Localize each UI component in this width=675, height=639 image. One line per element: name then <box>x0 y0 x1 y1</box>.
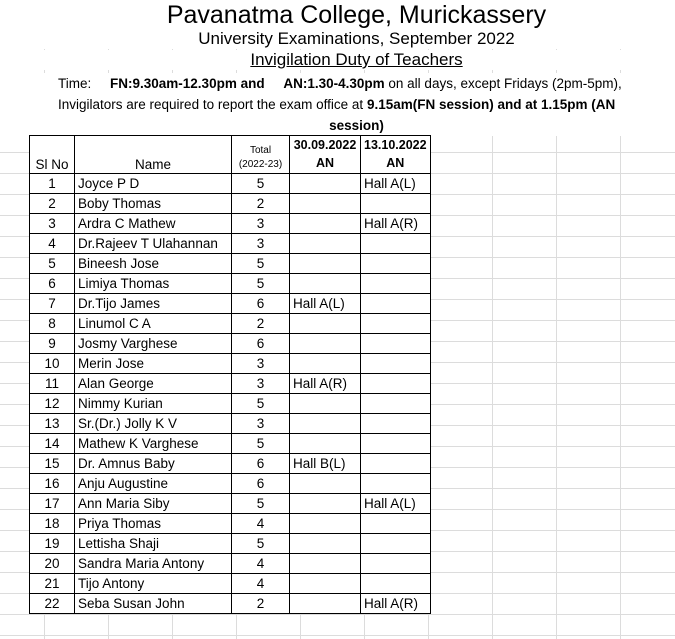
cell-duty-date-1[interactable] <box>290 354 361 374</box>
header-date-1-session: AN <box>315 156 335 170</box>
cell-name[interactable]: Lettisha Shaji <box>75 534 232 554</box>
cell-total[interactable]: 5 <box>232 254 290 274</box>
report-notice-end <box>0 115 675 136</box>
cell-duty-date-1[interactable] <box>290 554 361 574</box>
cell-sl-no[interactable]: 22 <box>30 594 75 614</box>
cell-duty-date-2[interactable] <box>361 294 431 314</box>
cell-name[interactable]: Dr.Rajeev T Ulahannan <box>75 234 232 254</box>
cell-total[interactable]: 6 <box>232 474 290 494</box>
cell-duty-date-2[interactable]: Hall A(L) <box>361 494 431 514</box>
cell-duty-date-2[interactable] <box>361 474 431 494</box>
cell-sl-no[interactable]: 8 <box>30 314 75 334</box>
cell-total[interactable]: 6 <box>232 334 290 354</box>
cell-name[interactable]: Bineesh Jose <box>75 254 232 274</box>
table-row <box>30 194 431 214</box>
cell-name[interactable]: Dr. Amnus Baby <box>75 454 232 474</box>
cell-sl-no[interactable]: 11 <box>30 374 75 394</box>
cell-duty-date-1[interactable] <box>290 194 361 214</box>
cell-sl-no[interactable]: 10 <box>30 354 75 374</box>
report-text: Invigilators are required to report the exam office at <box>58 97 364 112</box>
cell-total[interactable]: 4 <box>232 574 290 594</box>
cell-total[interactable]: 5 <box>232 494 290 514</box>
table-header-row <box>30 136 431 174</box>
cell-sl-no[interactable]: 4 <box>30 234 75 254</box>
cell-sl-no[interactable]: 21 <box>30 574 75 594</box>
cell-duty-date-1[interactable] <box>290 434 361 454</box>
cell-total[interactable]: 5 <box>232 434 290 454</box>
cell-name[interactable]: Seba Susan John <box>75 594 232 614</box>
fn-session-time: FN:9.30am-12.30pm and <box>110 76 265 91</box>
cell-total[interactable]: 2 <box>232 594 290 614</box>
cell-duty-date-2[interactable] <box>361 194 431 214</box>
cell-total[interactable]: 4 <box>232 514 290 534</box>
cell-duty-date-1[interactable] <box>290 314 361 334</box>
header-total-label: Total <box>249 145 272 156</box>
cell-duty-date-1[interactable] <box>290 594 361 614</box>
cell-sl-no[interactable]: 18 <box>30 514 75 534</box>
cell-sl-no[interactable]: 12 <box>30 394 75 414</box>
cell-total[interactable]: 5 <box>232 394 290 414</box>
cell-duty-date-2[interactable] <box>361 414 431 434</box>
cell-duty-date-2[interactable] <box>361 374 431 394</box>
cell-total[interactable]: 6 <box>232 294 290 314</box>
cell-duty-date-2[interactable] <box>361 574 431 594</box>
cell-total[interactable]: 3 <box>232 354 290 374</box>
cell-duty-date-1[interactable]: Hall A(L) <box>290 294 361 314</box>
header-total[interactable] <box>232 136 290 174</box>
cell-duty-date-2[interactable] <box>361 394 431 414</box>
cell-duty-date-2[interactable]: Hall A(L) <box>361 174 431 194</box>
header-total-year: (2022-23) <box>238 159 283 170</box>
table-row <box>30 414 431 434</box>
cell-sl-no[interactable]: 7 <box>30 294 75 314</box>
exam-title: University Examinations, September 2022 <box>0 29 675 49</box>
cell-duty-date-1[interactable] <box>290 234 361 254</box>
time-label: Time: <box>58 76 92 91</box>
table-row <box>30 474 431 494</box>
table-row <box>30 214 431 234</box>
report-end: session) <box>329 118 384 133</box>
header-date-1-value: 30.09.2022 <box>293 138 357 152</box>
cell-duty-date-2[interactable]: Hall A(R) <box>361 214 431 234</box>
header-date-2-session: AN <box>386 156 405 170</box>
cell-duty-date-2[interactable] <box>361 454 431 474</box>
header-date-1[interactable] <box>290 136 361 174</box>
table-row <box>30 514 431 534</box>
cell-total[interactable]: 3 <box>232 234 290 254</box>
cell-duty-date-1[interactable] <box>290 394 361 414</box>
cell-duty-date-2[interactable] <box>361 274 431 294</box>
table-row <box>30 554 431 574</box>
header-date-2-value: 13.10.2022 <box>364 138 427 152</box>
cell-total[interactable]: 3 <box>232 374 290 394</box>
table-row <box>30 594 431 614</box>
cell-name[interactable]: Ann Maria Siby <box>75 494 232 514</box>
cell-sl-no[interactable]: 15 <box>30 454 75 474</box>
an-session-time: AN:1.30-4.30pm <box>283 76 385 91</box>
duty-subtitle: Invigilation Duty of Teachers <box>0 50 675 70</box>
cell-duty-date-2[interactable] <box>361 314 431 334</box>
table-row <box>30 494 431 514</box>
table-row <box>30 454 431 474</box>
report-times: 9.15am(FN session) and at 1.15pm (AN <box>366 97 616 112</box>
cell-name[interactable]: Sandra Maria Antony <box>75 554 232 574</box>
cell-sl-no[interactable]: 1 <box>30 174 75 194</box>
cell-duty-date-2[interactable] <box>361 254 431 274</box>
cell-duty-date-1[interactable]: Hall B(L) <box>290 454 361 474</box>
cell-duty-date-2[interactable]: Hall A(R) <box>361 594 431 614</box>
cell-name[interactable]: Linumol C A <box>75 314 232 334</box>
cell-name[interactable]: Alan George <box>75 374 232 394</box>
cell-duty-date-2[interactable] <box>361 354 431 374</box>
table-row <box>30 334 431 354</box>
cell-duty-date-1[interactable] <box>290 334 361 354</box>
cell-name[interactable]: Anju Augustine <box>75 474 232 494</box>
cell-sl-no[interactable]: 13 <box>30 414 75 434</box>
table-row <box>30 354 431 374</box>
cell-name[interactable]: Joyce P D <box>75 174 232 194</box>
cell-name[interactable]: Boby Thomas <box>75 194 232 214</box>
cell-duty-date-2[interactable] <box>361 534 431 554</box>
header-date-2[interactable] <box>361 136 431 174</box>
cell-sl-no[interactable]: 16 <box>30 474 75 494</box>
table-row <box>30 254 431 274</box>
duty-table <box>29 135 431 614</box>
cell-sl-no[interactable]: 5 <box>30 254 75 274</box>
cell-total[interactable]: 6 <box>232 454 290 474</box>
header-name[interactable]: Name <box>75 136 232 174</box>
cell-duty-date-1[interactable] <box>290 174 361 194</box>
cell-duty-date-1[interactable] <box>290 474 361 494</box>
cell-duty-date-1[interactable] <box>290 214 361 234</box>
cell-duty-date-1[interactable] <box>290 514 361 534</box>
cell-name[interactable]: Priya Thomas <box>75 514 232 534</box>
table-row <box>30 574 431 594</box>
table-row <box>30 234 431 254</box>
cell-total[interactable]: 2 <box>232 314 290 334</box>
cell-name[interactable]: Sr.(Dr.) Jolly K V <box>75 414 232 434</box>
cell-total[interactable]: 4 <box>232 554 290 574</box>
table-row <box>30 374 431 394</box>
college-title: Pavanatma College, Murickassery <box>0 0 675 30</box>
cell-name[interactable]: Tijo Antony <box>75 574 232 594</box>
cell-sl-no[interactable]: 14 <box>30 434 75 454</box>
cell-total[interactable]: 2 <box>232 194 290 214</box>
cell-name[interactable]: Limiya Thomas <box>75 274 232 294</box>
cell-duty-date-1[interactable] <box>290 574 361 594</box>
cell-total[interactable]: 3 <box>232 414 290 434</box>
cell-duty-date-2[interactable] <box>361 514 431 534</box>
cell-duty-date-1[interactable]: Hall A(R) <box>290 374 361 394</box>
table-row <box>30 434 431 454</box>
table-row <box>30 274 431 294</box>
cell-name[interactable]: Ardra C Mathew <box>75 214 232 234</box>
cell-name[interactable]: Mathew K Varghese <box>75 434 232 454</box>
cell-duty-date-2[interactable] <box>361 334 431 354</box>
cell-duty-date-2[interactable] <box>361 434 431 454</box>
cell-sl-no[interactable]: 19 <box>30 534 75 554</box>
cell-total[interactable]: 3 <box>232 214 290 234</box>
report-notice <box>0 94 675 115</box>
cell-sl-no[interactable]: 9 <box>30 334 75 354</box>
cell-duty-date-1[interactable] <box>290 494 361 514</box>
cell-sl-no[interactable]: 6 <box>30 274 75 294</box>
cell-duty-date-1[interactable] <box>290 274 361 294</box>
cell-name[interactable]: Merin Jose <box>75 354 232 374</box>
header-sl-no[interactable]: Sl No <box>30 136 75 174</box>
cell-total[interactable]: 5 <box>232 534 290 554</box>
days-note: on all days, except Fridays (2pm-5pm), <box>388 76 622 91</box>
table-row <box>30 534 431 554</box>
cell-sl-no[interactable]: 3 <box>30 214 75 234</box>
time-notice <box>0 73 675 94</box>
table-row <box>30 394 431 414</box>
table-row <box>30 314 431 334</box>
cell-total[interactable]: 5 <box>232 174 290 194</box>
table-row <box>30 174 431 194</box>
cell-total[interactable]: 5 <box>232 274 290 294</box>
cell-sl-no[interactable]: 2 <box>30 194 75 214</box>
cell-duty-date-2[interactable] <box>361 554 431 574</box>
cell-duty-date-1[interactable] <box>290 254 361 274</box>
cell-duty-date-1[interactable] <box>290 534 361 554</box>
cell-name[interactable]: Nimmy Kurian <box>75 394 232 414</box>
cell-sl-no[interactable]: 20 <box>30 554 75 574</box>
cell-duty-date-1[interactable] <box>290 414 361 434</box>
cell-name[interactable]: Josmy Varghese <box>75 334 232 354</box>
cell-sl-no[interactable]: 17 <box>30 494 75 514</box>
cell-name[interactable]: Dr.Tijo James <box>75 294 232 314</box>
cell-duty-date-2[interactable] <box>361 234 431 254</box>
table-row <box>30 294 431 314</box>
